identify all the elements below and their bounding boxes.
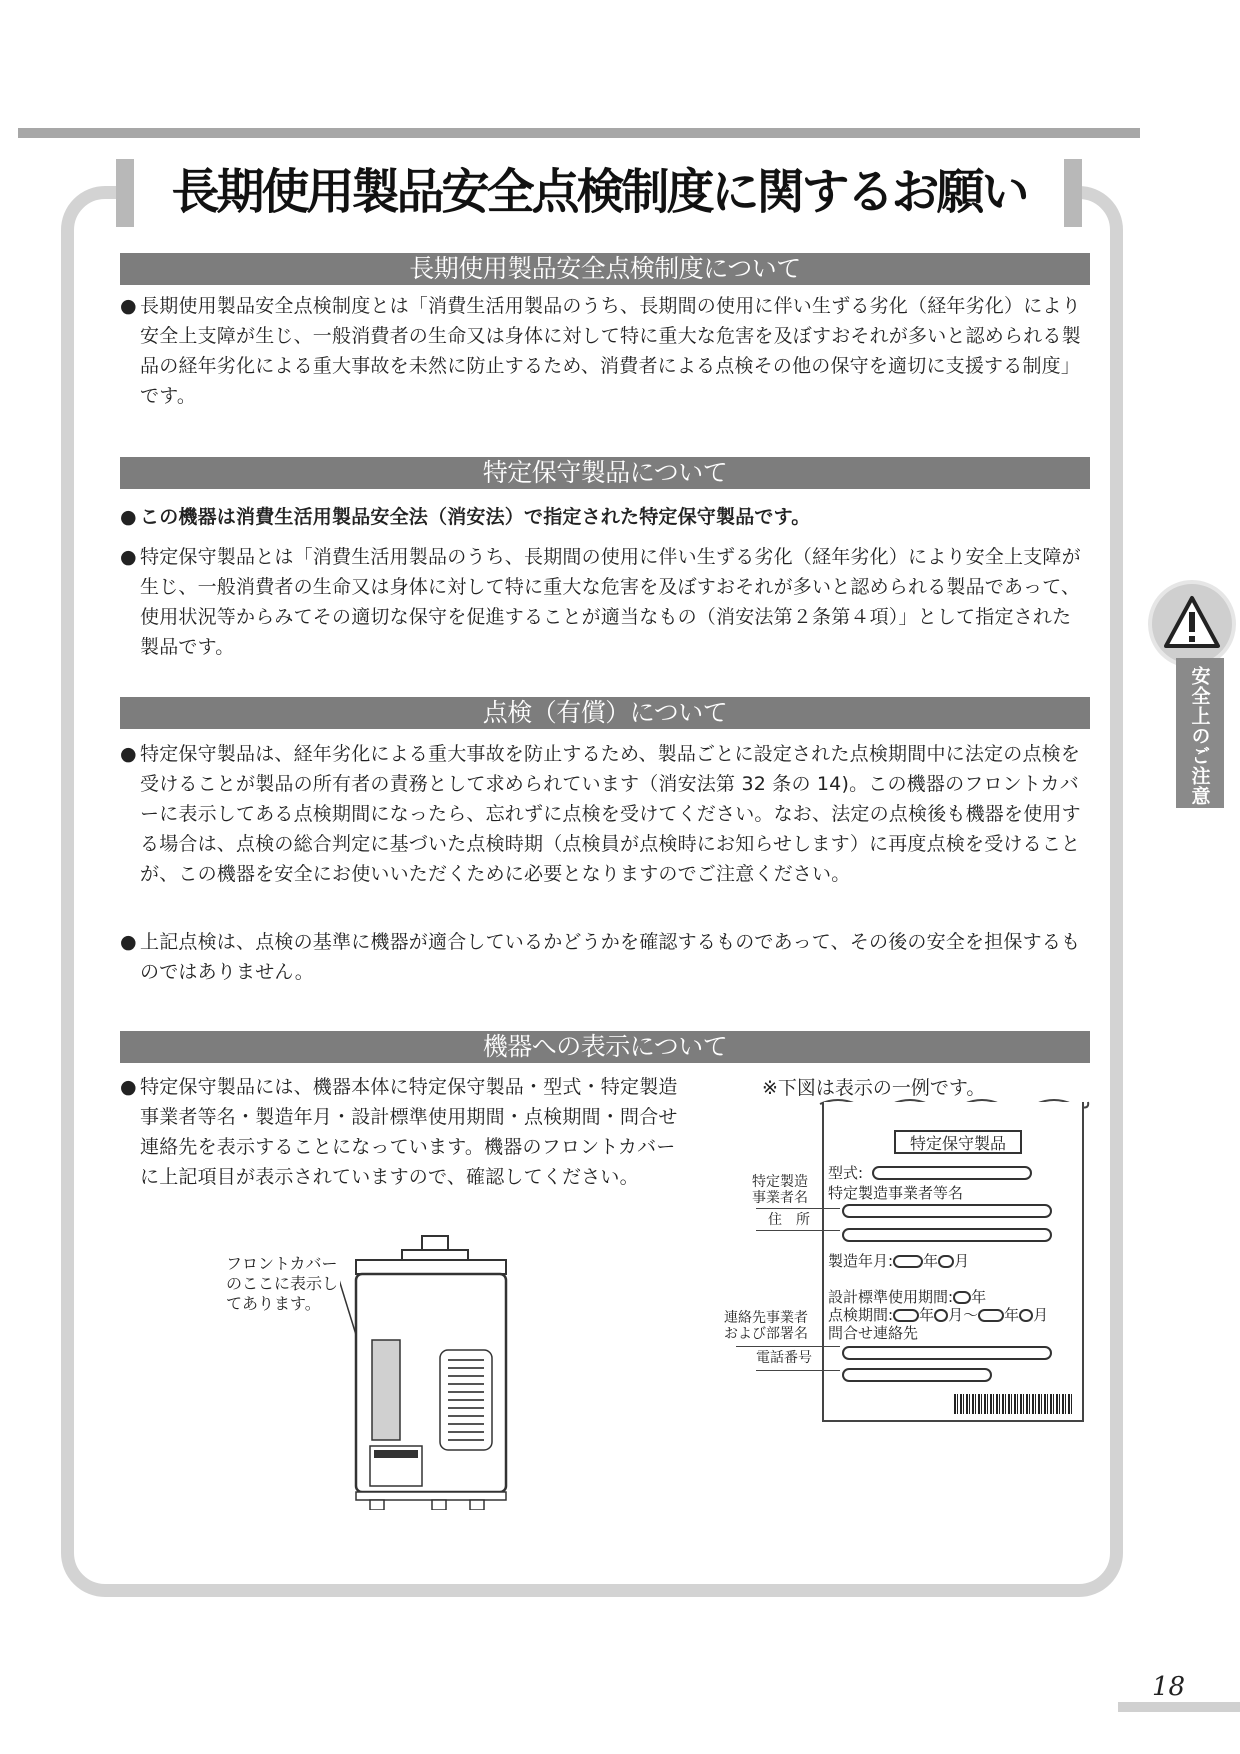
bullet: ● — [120, 295, 137, 317]
side-label-phone: 電話番号 — [756, 1350, 812, 1366]
year-unit: 年 — [923, 1252, 939, 1270]
pill-design-years — [953, 1291, 971, 1304]
paragraph-text: 特定保守製品とは「消費生活用製品のうち、長期間の使用に伴い生ずる劣化（経年劣化）により安全上支障が生じ、一般消費者の生命又は身体に対して特に重大な危害を及ぼすおそれが多いと認められる製品であって、使用状況等からみてその適切な保守を促進することが適当なもの（消安法第２条第４項）」として指定された製品です。 — [140, 546, 1081, 658]
top-rule — [18, 128, 1140, 138]
pill-to-year — [978, 1309, 1004, 1322]
paragraph-inspection-note — [120, 927, 1090, 987]
pill-from-month — [934, 1309, 948, 1322]
heater-callout: フロントカバー のここに表示し てあります。 — [226, 1254, 339, 1313]
plate-field-phone — [842, 1368, 992, 1382]
page-number-bar — [1118, 1702, 1240, 1712]
manufacture-label: 製造年月: — [828, 1252, 894, 1270]
rule-phone — [756, 1370, 840, 1371]
paragraph-designation — [120, 502, 1090, 532]
plate-field-maker — [842, 1204, 1052, 1218]
month-unit: 月 — [954, 1252, 970, 1270]
side-tab — [1148, 580, 1240, 820]
label-plate — [822, 1102, 1084, 1422]
month-unit: 月 — [948, 1306, 964, 1324]
pill-to-month — [1019, 1309, 1033, 1322]
bullet: ● — [120, 743, 137, 765]
title-left-cap — [116, 159, 134, 227]
year-unit: 年 — [971, 1288, 987, 1306]
paragraph-text: 特定保守製品には、機器本体に特定保守製品・型式・特定製造事業者等名・製造年月・設計標準使用期間・点検期間・問合せ連絡先を表示することになっています。機器のフロントカバーに上記項目が表示されていますので、確認してください。 — [140, 1076, 678, 1188]
label-example-note: ※下図は表示の一例です。 — [762, 1077, 986, 1099]
title-block — [116, 155, 1082, 230]
bullet: ● — [120, 931, 137, 953]
paragraph-labeling — [120, 1072, 680, 1192]
pill-month — [938, 1255, 954, 1268]
tilde: ～ — [963, 1306, 979, 1324]
bullet: ● — [120, 1076, 137, 1098]
paragraph-system — [120, 291, 1090, 411]
warning-circle — [1148, 580, 1236, 668]
section-heading-system: 長期使用製品安全点検制度について — [120, 253, 1090, 285]
page-title: 長期使用製品安全点検制度に関するお願い — [171, 164, 1027, 220]
section-heading-labeling: 機器への表示について — [120, 1031, 1090, 1063]
bullet: ● — [120, 546, 137, 568]
bullet: ● — [120, 506, 137, 528]
section-heading-inspection: 点検（有償）について — [120, 697, 1090, 729]
year-unit: 年 — [919, 1306, 935, 1324]
paragraph-text: この機器は消費生活用製品安全法（消安法）で指定された特定保守製品です。 — [140, 506, 811, 528]
paragraph-text: 特定保守製品は、経年劣化による重大事故を防止するため、製品ごとに設定された点検期間中に法定の点検を受けることが製品の所有者の責務として求められています（消安法第 32 条の 14)。この機器のフロントカバーに表示してある点検期間になったら、忘れずに点検を受けてください。なお、法定の点検後も機器を使用する場合は、点検の総合判定に基づいた点検時期（点検員が点検時にお知らせします）に再度点検を受けることが、この機器を安全にお使いいただくために必要となりますのでご注意ください。 — [140, 743, 1081, 885]
pill-year — [893, 1255, 923, 1268]
side-label-address: 住 所 — [768, 1212, 810, 1228]
side-label-maker: 特定製造 事業者名 — [752, 1174, 808, 1206]
pill-from-year — [893, 1309, 919, 1322]
rule-address — [756, 1230, 840, 1231]
plate-title: 特定保守製品 — [894, 1130, 1022, 1154]
plate-contact: 問合せ連絡先 — [828, 1324, 919, 1342]
plate-field-address — [842, 1228, 1052, 1242]
design-period-label: 設計標準使用期間: — [828, 1288, 954, 1306]
year-unit: 年 — [1004, 1306, 1020, 1324]
plate-field-model — [872, 1166, 1032, 1180]
plate-model: 型式: — [828, 1164, 864, 1182]
plate-manufacture-date — [828, 1250, 969, 1271]
rule-contact — [736, 1346, 840, 1347]
paragraph-definition — [120, 542, 1090, 662]
month-unit: 月 — [1033, 1306, 1049, 1324]
rule-maker — [756, 1208, 840, 1209]
inspection-period-label: 点検期間: — [828, 1306, 894, 1324]
page-number: 18 — [1152, 1672, 1186, 1702]
side-tab-label: 安全上のご注意 — [1176, 658, 1224, 808]
title-right-cap — [1064, 159, 1082, 227]
barcode — [954, 1394, 1074, 1414]
warning-icon — [1152, 584, 1232, 664]
paragraph-text: 上記点検は、点検の基準に機器が適合しているかどうかを確認するものであって、その後の安全を担保するものではありません。 — [140, 931, 1081, 983]
paragraph-inspection — [120, 739, 1090, 889]
side-label-contact-dept: 連絡先事業者 および部署名 — [724, 1310, 808, 1342]
plate-field-contact — [842, 1346, 1052, 1360]
paragraph-text: 長期使用製品安全点検制度とは「消費生活用製品のうち、長期間の使用に伴い生ずる劣化（経年劣化）により安全上支障が生じ、一般消費者の生命又は身体に対して特に重大な危害を及ぼすおそれが多いと認められる製品の経年劣化による重大事故を未然に防止するため、消費者による点検その他の保守を適切に支援する制度」です。 — [140, 295, 1081, 407]
water-heater-illustration — [340, 1228, 510, 1510]
section-heading-specified-product: 特定保守製品について — [120, 457, 1090, 489]
plate-maker-name: 特定製造事業者等名 — [828, 1184, 964, 1202]
